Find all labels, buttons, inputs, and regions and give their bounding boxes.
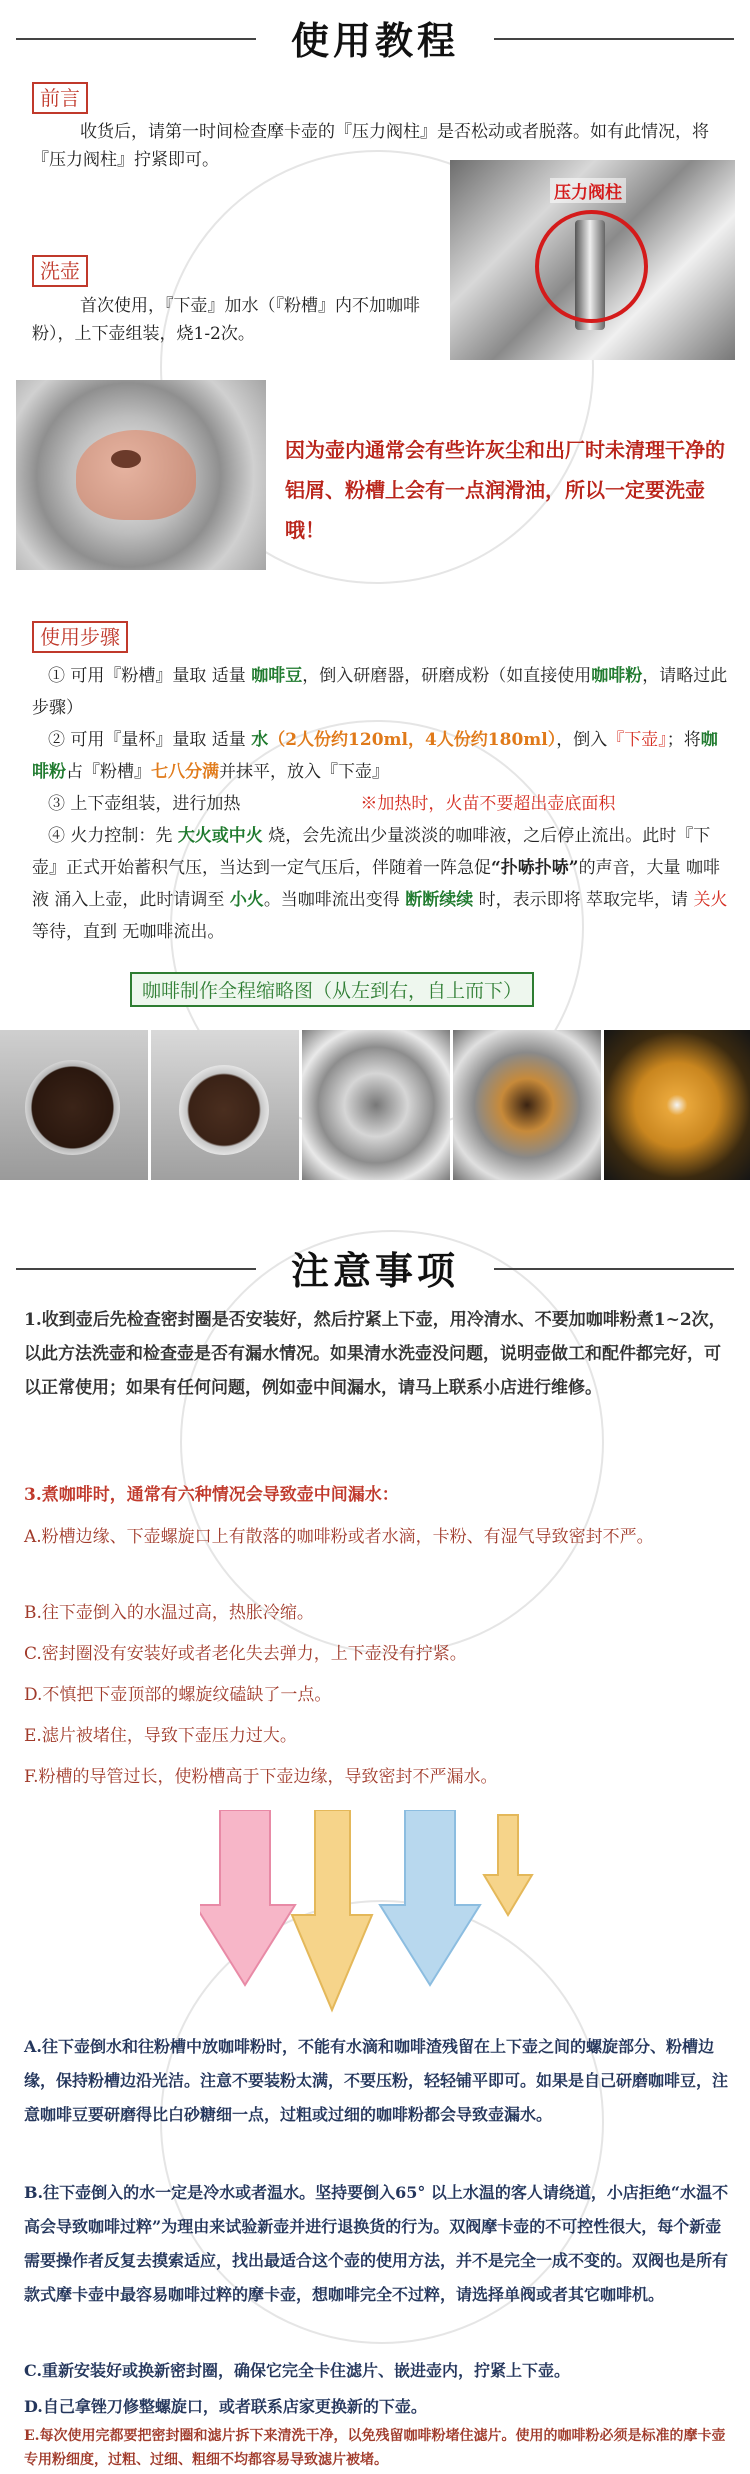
section-title-notes: 注意事项 (290, 1249, 459, 1293)
note-3c: C.密封圈没有安装好或者老化失去弹力，上下壶没有拧紧。 (24, 1644, 467, 1664)
valve-photo (450, 160, 735, 360)
arrow-blue-icon (380, 1810, 480, 1985)
dirt-spot (111, 450, 141, 468)
grounds-basket (179, 1065, 269, 1155)
process-photo-2-grounds (151, 1030, 299, 1180)
note-3-heading: 3.煮咖啡时，通常有六种情况会导致壶中间漏水： (24, 1485, 399, 1505)
note-3a: A.粉槽边缘、下壶螺旋口上有散落的咖啡粉或者水滴，卡粉、有湿气导致密封不严。 (24, 1527, 654, 1547)
step-2: ② 可用『量杯』量取 适量 水（2人份约120ml，4人份约180ml），倒入『下壶』；将咖啡粉占『粉槽』七八分满并抹平，放入『下壶』 (32, 730, 718, 782)
tag-steps: 使用步骤 (32, 621, 128, 653)
title2-rule-right (494, 1268, 734, 1270)
note-1: 1.收到壶后先检查密封圈是否安装好，然后拧紧上下壶，用冷清水、不要加咖啡粉煮1~2次，以此方法洗壶和检查壶是否有漏水情况。如果清水洗壶没问题，说明壶做工和配件都完好，可以正常使用；如果有任何问题，例如壶中间漏水，请马上联系小店进行维修。 (24, 1310, 726, 1398)
tag-wash: 洗壶 (32, 255, 88, 287)
process-photo-5-full (604, 1030, 750, 1180)
process-photo-4-brewing (453, 1030, 601, 1180)
arrow-pink-icon (200, 1810, 295, 1985)
valve-label: 压力阀柱 (550, 178, 626, 203)
title2-rule-left (16, 1268, 256, 1270)
arrow-yellow-large-icon (292, 1810, 372, 2010)
kettle-photo (16, 380, 266, 570)
note-3e: E.滤片被堵住，导致下壶压力过大。 (24, 1726, 297, 1746)
process-photo-1-beans (0, 1030, 148, 1180)
steps-block (32, 660, 732, 948)
wash-warning: 因为壶内通常会有些许灰尘和出厂时未清理干净的铝屑、粉槽上会有一点润滑油，所以一定要洗壶哦！ (285, 438, 725, 542)
tip-c: C.重新安装好或换新密封圈，确保它完全卡住滤片、嵌进壶内，拧紧上下壶。 (24, 2361, 571, 2380)
wash-text: 首次使用，『下壶』加水（『粉槽』内不加咖啡粉），上下壶组装，烧1-2次。 (32, 296, 420, 344)
tip-d: D.自己拿锉刀修整螺旋口，或者联系店家更换新的下壶。 (24, 2397, 427, 2416)
note-3f: F.粉槽的导管过长，使粉槽高于下壶边缘，导致密封不严漏水。 (24, 1767, 498, 1787)
title-rule-left (16, 38, 256, 40)
intro-text: 收货后，请第一时间检查摩卡壶的『压力阀柱』是否松动或者脱落。如有此情况，将『压力阀柱』拧紧即可。 (32, 122, 709, 170)
title-rule-right (494, 38, 734, 40)
process-photo-3-empty-pot (302, 1030, 450, 1180)
valve-highlight-circle (535, 210, 648, 323)
process-caption: 咖啡制作全程缩略图（从左到右，自上而下） (130, 972, 534, 1007)
finger-shape (76, 430, 196, 520)
tip-e: E.每次使用完都要把密封圈和滤片拆下来清洗干净，以免残留咖啡粉堵住滤片。使用的咖啡粉必须是标准的摩卡壶专用粉细度，过粗、过细、粗细不均都容易导致滤片被堵。 (24, 2428, 726, 2468)
note-3d: D.不慎把下壶顶部的螺旋纹磕缺了一点。 (24, 1685, 332, 1705)
arrows-graphic (200, 1810, 560, 2020)
step-1: ① 可用『粉槽』量取 适量 咖啡豆，倒入研磨器，研磨成粉（如直接使用咖啡粉，请略过此步骤） (32, 666, 728, 718)
step-4: ④ 火力控制：先 大火或中火 烧，会先流出少量淡淡的咖啡液，之后停止流出。此时『下壶』正式开始蓄积气压，当达到一定气压后，伴随着一阵急促“扑哧扑哧”的声音，大量 咖啡液 涌入上壶，此时请调至 小火。当咖啡流出变得 断断续续 时，表示即将 萃取完毕，请 关火 等待，直到 无咖啡流出。 (32, 826, 728, 942)
tag-intro: 前言 (32, 82, 88, 114)
arrow-yellow-small-icon (484, 1815, 532, 1915)
step-3: ③ 上下壶组装，进行加热 ※加热时，火苗不要超出壶底面积 (48, 794, 616, 814)
note-3b: B.往下壶倒入的水温过高，热胀冷缩。 (24, 1603, 314, 1623)
tip-a: A.往下壶倒水和往粉槽中放咖啡粉时，不能有水滴和咖啡渣残留在上下壶之间的螺旋部分、粉槽边缘，保持粉槽边沿光洁。注意不要装粉太满，不要压粉，轻轻铺平即可。如果是自己研磨咖啡豆，注意咖啡豆要研磨得比白砂糖细一点，过粗或过细的咖啡粉都会导致壶漏水。 (24, 2037, 729, 2124)
section-title-usage: 使用教程 (290, 19, 459, 63)
tip-b: B.往下壶倒入的水一定是冷水或者温水。坚持要倒入65° 以上水温的客人请绕道，小店拒绝“水温不高会导致咖啡过粹”为理由来试验新壶并进行退换货的行为。双阀摩卡壶的不可控性很大，每个新壶需要操作者反复去摸索适应，找出最适合这个壶的使用方法，并不是完全一成不变的。双阀也是所有款式摩卡壶中最容易咖啡过粹的摩卡壶，想咖啡完全不过粹，请选择单阀或者其它咖啡机。 (24, 2183, 729, 2304)
beans-cup (25, 1060, 120, 1155)
